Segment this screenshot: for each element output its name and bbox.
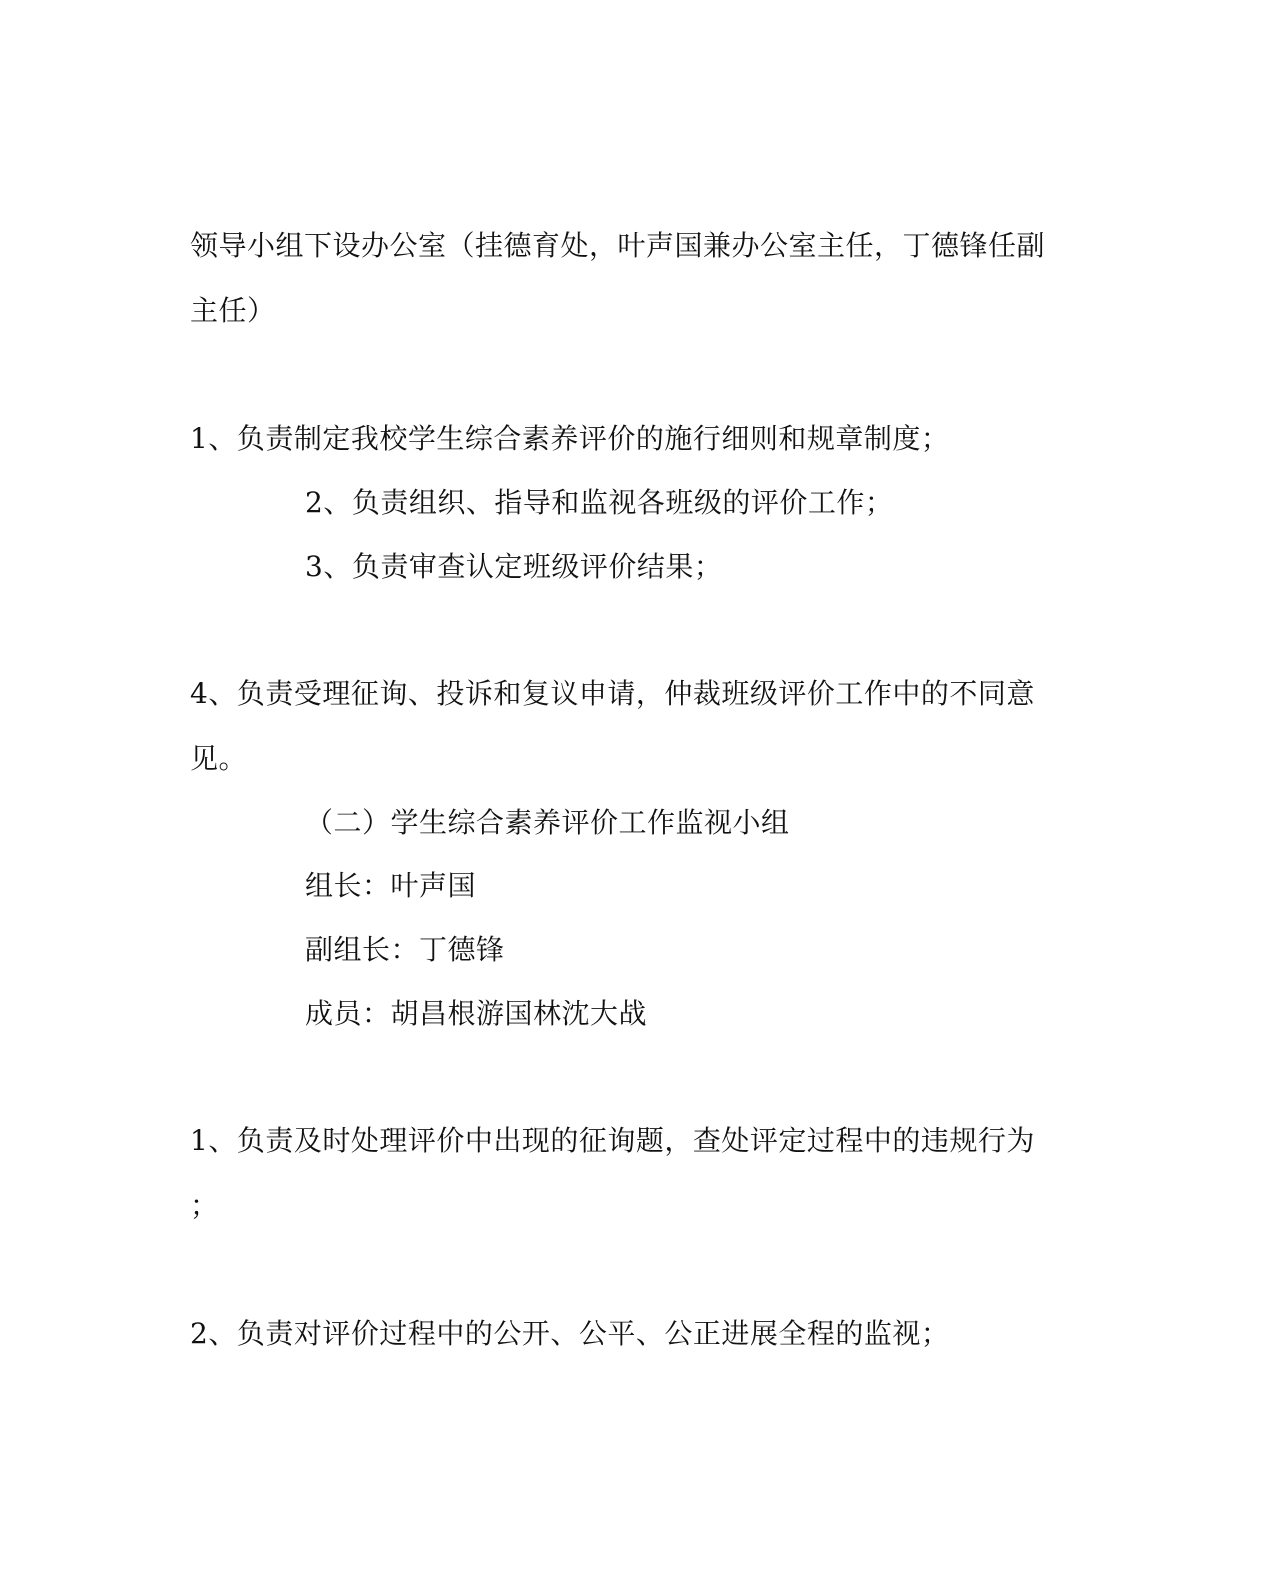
duty-item-2: 2、负责组织、指导和监视各班级的评价工作； — [305, 486, 894, 519]
duty-item-3: 3、负责审查认定班级评价结果； — [305, 550, 723, 583]
supervision-duty-1-line-2: ； — [190, 1189, 219, 1222]
section-heading: （二）学生综合素养评价工作监视小组 — [305, 806, 790, 839]
office-setup-line-1: 领导小组下设办公室（挂德育处，叶声国兼办公室主任，丁德锋任副 — [190, 229, 1046, 262]
duty-item-4-line-1: 4、负责受理征询、投诉和复议申请，仲裁班级评价工作中的不同意 — [190, 677, 1035, 710]
duty-item-1: 1、负责制定我校学生综合素养评价的施行细则和规章制度； — [190, 422, 950, 455]
duty-item-4-line-2: 见。 — [190, 742, 248, 775]
group-leader-line: 组长：叶声国 — [305, 869, 477, 902]
supervision-duty-1-line-1: 1、负责及时处理评价中出现的征询题，查处评定过程中的违规行为 — [190, 1124, 1035, 1157]
members-line: 成员：胡昌根游国林沈大战 — [305, 997, 648, 1030]
supervision-duty-2: 2、负责对评价过程中的公开、公平、公正进展全程的监视； — [190, 1317, 950, 1350]
deputy-leader-line: 副组长：丁德锋 — [305, 933, 505, 966]
office-setup-line-2: 主任） — [190, 294, 276, 327]
